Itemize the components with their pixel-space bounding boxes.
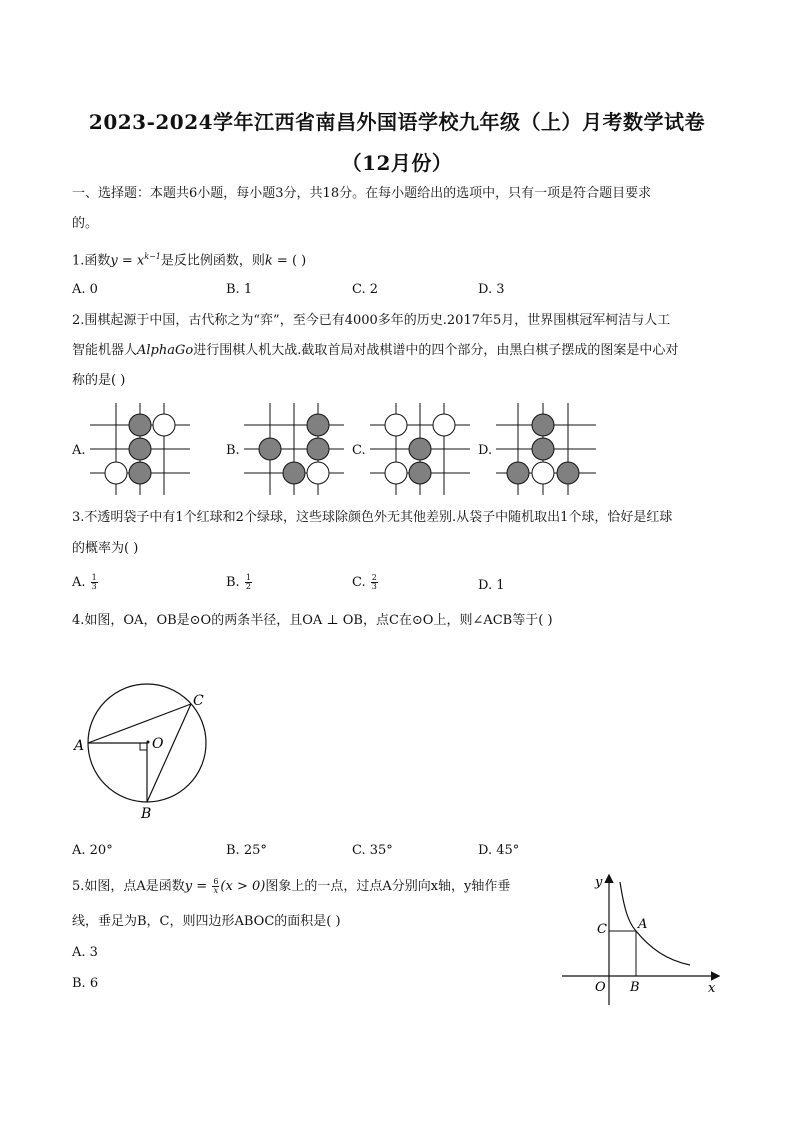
circle-diagram — [66, 680, 226, 830]
q1-suffix: = ( ) — [272, 253, 307, 269]
go-diagram-a — [90, 403, 190, 495]
right-angle-mark — [140, 743, 147, 750]
q2-option-c[interactable]: C. — [352, 443, 366, 458]
q3-option-b-fraction — [245, 574, 252, 591]
question-5-line2: 线，垂足为B，C，则四边形ABOC的面积是( ) — [72, 914, 341, 929]
label-c: C — [597, 922, 607, 937]
section-heading-cont: 的。 — [72, 216, 99, 231]
black-stone — [409, 438, 431, 460]
q4-option-d[interactable]: D. 45° — [478, 843, 520, 858]
q3-option-d-label: D. — [478, 578, 493, 593]
q1-option-d[interactable]: D. 3 — [478, 282, 505, 297]
q1-option-c[interactable]: C. 2 — [352, 282, 379, 297]
q5-fraction — [212, 878, 219, 895]
q3-option-c-label: C. — [352, 575, 366, 590]
denominator: 3 — [371, 582, 377, 591]
section-heading: 一、选择题：本题共6小题，每小题3分，共18分。在每小题给出的选项中，只有一项是符合题目要求 — [72, 186, 652, 201]
question-5-line1 — [72, 878, 510, 896]
q2-option-b[interactable]: B. — [226, 443, 240, 458]
black-stone — [259, 438, 281, 460]
label-o: O — [595, 980, 606, 995]
q3-option-d-value: 1 — [496, 578, 505, 593]
black-stone — [507, 462, 529, 484]
label-a: A — [74, 738, 85, 754]
q3-option-c[interactable] — [352, 574, 379, 591]
question-1 — [72, 248, 306, 270]
q2-line2-prefix: 智能机器人 — [72, 343, 138, 358]
question-3-line1: 3.不透明袋子中有1个红球和2个绿球，这些球除颜色外无其他差别.从袋子中随机取出1个球，恰好是红球 — [72, 510, 673, 525]
numerator: 2 — [371, 573, 377, 582]
black-stone — [129, 462, 151, 484]
q5-option-a[interactable]: A. 3 — [72, 945, 98, 960]
q3-option-d[interactable] — [478, 578, 505, 593]
denominator: x — [213, 886, 219, 895]
q1-formula: y = x — [110, 253, 145, 269]
white-stone — [385, 414, 407, 436]
q5-option-b[interactable]: B. 6 — [72, 976, 99, 991]
q2-option-a[interactable]: A. — [72, 443, 86, 458]
black-stone — [532, 438, 554, 460]
q5-condition: (x > 0) — [220, 879, 266, 894]
question-2-line3: 称的是( ) — [72, 373, 126, 388]
denominator: 2 — [245, 582, 251, 591]
label-a: A — [638, 917, 648, 932]
denominator: 3 — [91, 582, 97, 591]
q3-option-b[interactable] — [226, 574, 253, 591]
white-stone — [153, 414, 175, 436]
label-y: y — [595, 875, 603, 890]
q2-line2-suffix: 进行围棋人机大战.截取首局对战棋谱中的四个部分，由黑白棋子摆成的图案是中心对 — [193, 343, 679, 358]
q1-option-a[interactable]: A. 0 — [72, 282, 98, 297]
black-stone — [283, 462, 305, 484]
q3-option-a-fraction — [91, 574, 98, 591]
q2-alphago: AlphaGo — [137, 343, 194, 358]
black-stone — [409, 462, 431, 484]
numerator: 1 — [245, 573, 251, 582]
black-stone — [532, 414, 554, 436]
hyperbola-diagram — [560, 868, 725, 1008]
q1-k: k — [264, 253, 273, 269]
black-stone — [307, 414, 329, 436]
center-point — [147, 741, 150, 744]
q5-y: y = — [184, 879, 212, 894]
label-o: O — [152, 736, 164, 752]
q3-option-b-label: B. — [226, 575, 240, 590]
hyperbola-curve — [620, 882, 690, 965]
go-diagram-b — [244, 403, 344, 495]
label-b: B — [630, 980, 640, 995]
question-3-line2: 的概率为( ) — [72, 541, 139, 556]
q4-option-c[interactable]: C. 35° — [352, 843, 393, 858]
q4-option-a[interactable]: A. 20° — [72, 843, 113, 858]
black-stone — [129, 414, 151, 436]
white-stone — [105, 462, 127, 484]
label-b: B — [141, 806, 152, 822]
question-2-line2 — [72, 342, 678, 360]
go-diagram-c — [370, 403, 470, 495]
black-stone — [129, 438, 151, 460]
white-stone — [385, 462, 407, 484]
white-stone — [532, 462, 554, 484]
q1-mid: 是反比例函数，则 — [160, 253, 265, 269]
go-diagram-d — [496, 403, 596, 495]
q4-option-b[interactable]: B. 25° — [226, 843, 267, 858]
question-4: 4.如图，OA，OB是⊙O的两条半径，且OA ⊥ OB，点C在⊙O上，则∠ACB等于( ) — [72, 613, 553, 628]
white-stone — [307, 462, 329, 484]
white-stone — [433, 414, 455, 436]
black-stone — [307, 438, 329, 460]
q2-option-d[interactable]: D. — [478, 443, 493, 458]
q3-option-c-fraction — [371, 574, 378, 591]
numerator: 6 — [213, 877, 219, 886]
label-c: C — [193, 693, 204, 709]
paper-title: 2023-2024学年江西省南昌外国语学校九年级（上）月考数学试卷 — [88, 110, 706, 134]
q5-prefix: 5.如图，点A是函数 — [72, 879, 185, 894]
q1-exponent: k−1 — [144, 252, 161, 261]
question-2-line1: 2.围棋起源于中国，古代称之为“弈”，至今已有4000多年的历史.2017年5月，世界围棋冠军柯洁与人工 — [72, 313, 671, 328]
q5-suffix: 图象上的一点，过点A分别向x轴，y轴作垂 — [265, 879, 511, 894]
q1-prefix: 1.函数 — [72, 253, 111, 269]
numerator: 1 — [91, 573, 97, 582]
q3-option-a[interactable] — [72, 574, 99, 591]
q3-option-a-label: A. — [72, 575, 86, 590]
black-stone — [557, 462, 579, 484]
label-x: x — [708, 981, 716, 996]
paper-subtitle: （12月份） — [341, 151, 453, 175]
q1-option-b[interactable]: B. 1 — [226, 282, 253, 297]
